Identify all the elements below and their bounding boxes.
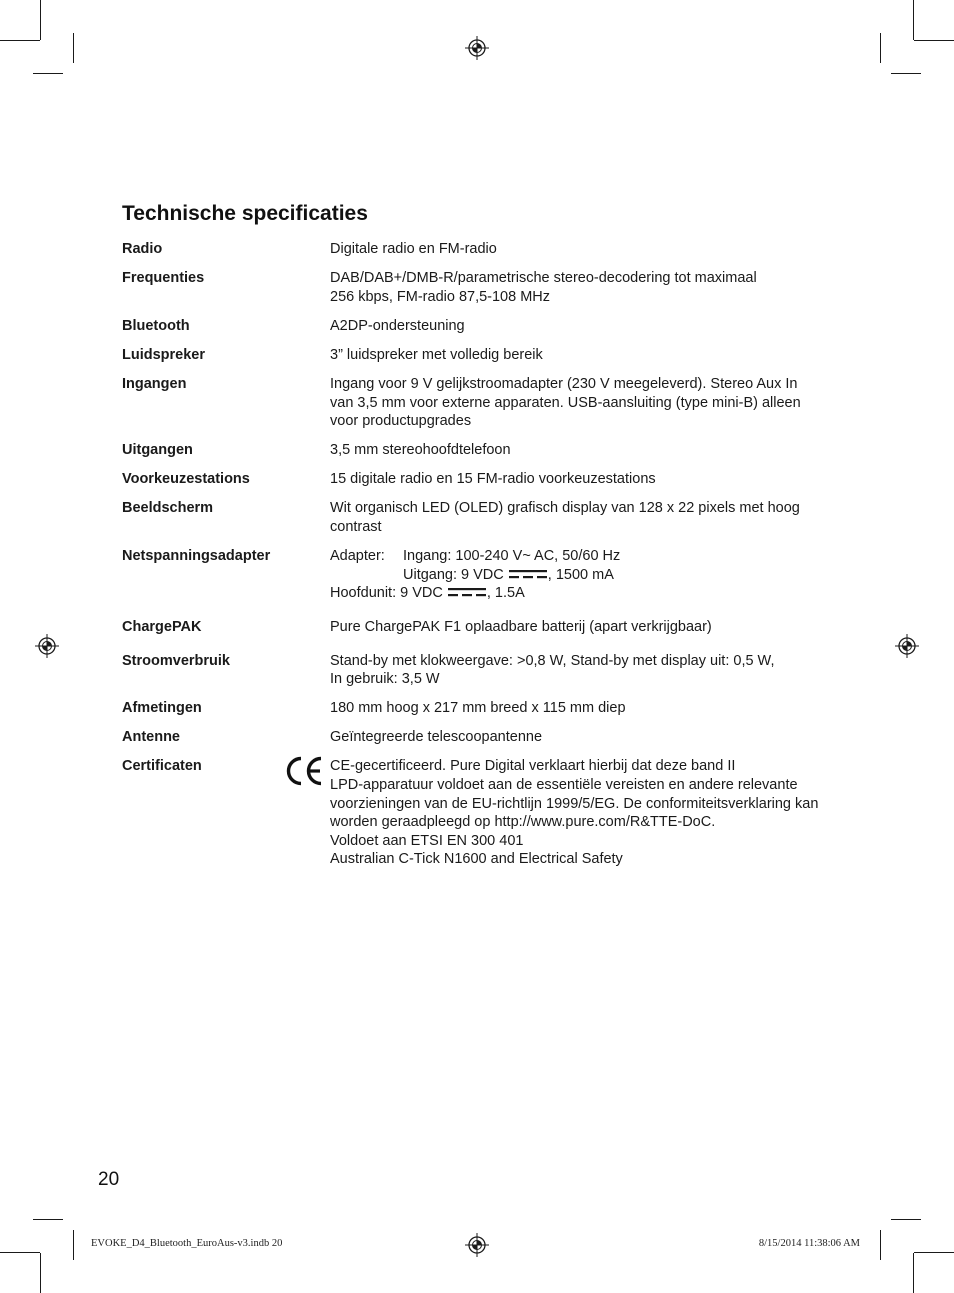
spec-label: Beeldscherm <box>122 500 214 517</box>
spec-label: Netspanningsadapter <box>122 548 271 565</box>
spec-value <box>330 269 842 306</box>
spec-label: ChargePAK <box>122 618 202 635</box>
spec-row <box>122 618 842 637</box>
crop-mark <box>73 33 74 63</box>
spec-row <box>122 269 842 306</box>
spec-value <box>330 757 842 869</box>
spec-row <box>122 728 842 747</box>
page-title: Technische specificaties <box>122 202 368 225</box>
spec-label: Antenne <box>122 729 180 746</box>
spec-value-line: worden geraadpleegd op http://www.pure.com/R&TTE-DoC. <box>330 814 716 831</box>
footer-file-info: EVOKE_D4_Bluetooth_EuroAus-v3.indb 20 <box>91 1238 283 1249</box>
spec-value <box>330 728 842 747</box>
spec-table <box>122 240 842 879</box>
spec-group <box>122 240 842 537</box>
spec-value-line: 3” luidspreker met volledig bereik <box>330 346 543 363</box>
spec-value-line: Ingang voor 9 V gelijkstroomadapter (230 V meegeleverd). Stereo Aux In <box>330 375 798 392</box>
registration-mark-icon <box>34 633 60 659</box>
spec-row <box>122 652 842 689</box>
crop-mark <box>40 0 41 40</box>
spec-value <box>330 618 842 637</box>
crop-mark <box>33 73 63 74</box>
spec-value-line: In gebruik: 3,5 W <box>330 671 440 688</box>
spec-label: Voorkeuzestations <box>122 471 250 488</box>
crop-mark <box>880 1230 881 1260</box>
adapter-grid <box>330 547 842 584</box>
spec-value <box>330 240 842 259</box>
spec-label: Luidspreker <box>122 346 205 363</box>
spec-label: Uitgangen <box>122 442 193 459</box>
spec-value-line: 15 digitale radio en 15 FM-radio voorkeuzestations <box>330 471 656 488</box>
spec-value <box>330 317 842 336</box>
spec-row <box>122 346 842 365</box>
crop-mark <box>913 1253 914 1293</box>
spec-value <box>330 346 842 365</box>
adapter-spacer <box>330 566 403 585</box>
spec-value <box>330 470 842 489</box>
adapter-main-current: , 1.5A <box>486 585 525 602</box>
crop-mark <box>891 73 921 74</box>
spec-row <box>122 317 842 336</box>
spec-value-line: van 3,5 mm voor externe apparaten. USB-aansluiting (type mini-B) alleen <box>330 394 801 411</box>
adapter-output <box>403 566 842 585</box>
spec-row <box>122 441 842 460</box>
spec-label: Ingangen <box>122 375 187 392</box>
spec-value-line: Voldoet aan ETSI EN 300 401 <box>330 832 524 849</box>
spec-value-line: A2DP-ondersteuning <box>330 317 465 334</box>
spec-value-line: 3,5 mm stereohoofdtelefoon <box>330 442 511 459</box>
crop-mark <box>0 1252 40 1253</box>
adapter-output-text: Uitgang: 9 VDC <box>403 566 504 583</box>
adapter-prefix: Adapter: <box>330 548 385 565</box>
spec-row <box>122 470 842 489</box>
crop-mark <box>0 40 40 41</box>
adapter-main-text: Hoofdunit: 9 VDC <box>330 585 443 602</box>
spec-value <box>330 441 842 460</box>
crop-mark <box>891 1219 921 1220</box>
spec-row <box>122 499 842 536</box>
ce-mark-icon <box>284 756 324 786</box>
spec-value <box>330 699 842 718</box>
crop-mark <box>913 0 914 40</box>
crop-mark <box>40 1253 41 1293</box>
spec-value <box>330 499 842 536</box>
footer-timestamp: 8/15/2014 11:38:06 AM <box>758 1238 860 1249</box>
spec-value-line: LPD-apparatuur voldoet aan de essentiële vereisten en andere relevante <box>330 776 798 793</box>
spec-row-adapter <box>122 547 842 603</box>
spec-row <box>122 375 842 431</box>
spec-row <box>122 240 842 259</box>
spec-value-line: voor productupgrades <box>330 413 472 430</box>
crop-mark <box>914 1252 954 1253</box>
crop-mark <box>914 40 954 41</box>
spec-row <box>122 757 842 869</box>
adapter-main <box>330 584 842 603</box>
spec-value-line: CE-gecertificeerd. Pure Digital verklaart hierbij dat deze band II <box>330 758 736 775</box>
spec-value-line: DAB/DAB+/DMB-R/parametrische stereo-decodering tot maximaal <box>330 270 757 287</box>
registration-mark-icon <box>894 633 920 659</box>
spec-value-line: Pure ChargePAK F1 oplaadbare batterij (apart verkrijgbaar) <box>330 618 712 635</box>
page-number: 20 <box>98 1169 120 1190</box>
adapter-input: Ingang: 100-240 V~ AC, 50/60 Hz <box>403 548 621 565</box>
spec-label: Certificaten <box>122 758 202 775</box>
spec-value <box>330 375 842 431</box>
dc-current-icon <box>509 569 547 580</box>
spec-value <box>330 652 842 689</box>
adapter-output-current: , 1500 mA <box>547 566 614 583</box>
spec-value-line: 256 kbps, FM-radio 87,5-108 MHz <box>330 288 551 305</box>
spec-value-line: Wit organisch LED (OLED) grafisch display van 128 x 22 pixels met hoog <box>330 500 800 517</box>
spec-label: Afmetingen <box>122 700 202 717</box>
spec-value-line: Digitale radio en FM-radio <box>330 241 497 257</box>
spec-row <box>122 699 842 718</box>
spec-value-line: Stand-by met klokweergave: >0,8 W, Stand-by met display uit: 0,5 W, <box>330 652 775 669</box>
spec-label: Bluetooth <box>122 317 190 334</box>
spec-value-line: Australian C-Tick N1600 and Electrical Safety <box>330 851 623 868</box>
spec-value <box>330 547 842 603</box>
spec-value-line: 180 mm hoog x 217 mm breed x 115 mm diep <box>330 700 626 717</box>
spec-label: Radio <box>122 241 163 257</box>
spec-group <box>122 618 842 869</box>
crop-mark <box>880 33 881 63</box>
registration-mark-icon <box>464 35 490 61</box>
crop-mark <box>73 1230 74 1260</box>
spec-label: Frequenties <box>122 270 205 287</box>
dc-current-icon <box>448 587 486 598</box>
spec-value-line: contrast <box>330 519 382 536</box>
spec-label: Stroomverbruik <box>122 652 230 669</box>
registration-mark-icon <box>464 1232 490 1258</box>
crop-mark <box>33 1219 63 1220</box>
spec-value-line: Geïntegreerde telescoopantenne <box>330 729 543 746</box>
spec-value-line: voorzieningen van de EU-richtlijn 1999/5/EG. De conformiteitsverklaring kan <box>330 795 819 812</box>
